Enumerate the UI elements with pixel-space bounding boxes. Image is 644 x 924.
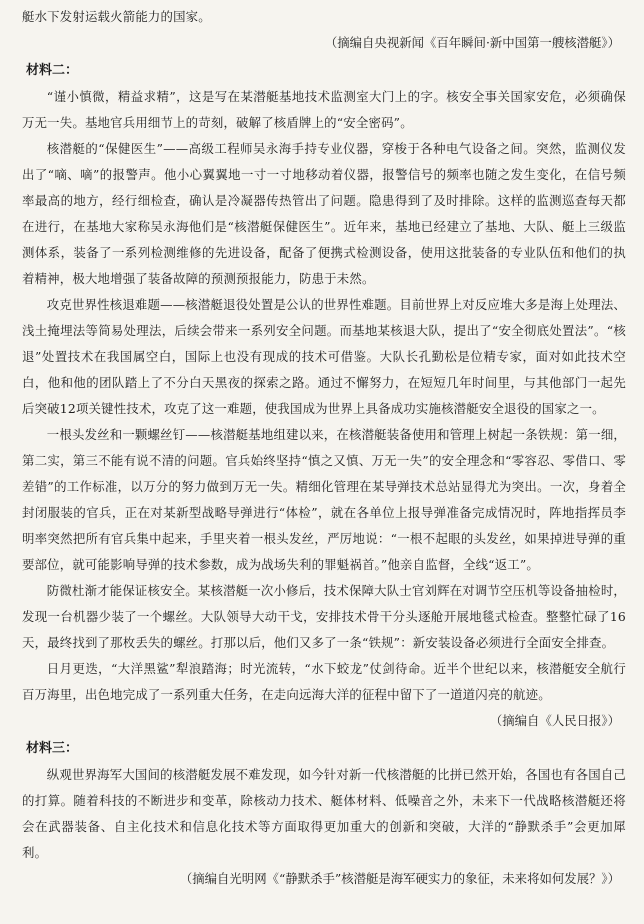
- material-2-heading: 材料二：: [26, 63, 79, 78]
- material-2-paragraph-6: 日月更迭，“大洋黑鲨”犁浪踏海；时光流转，“水下蛟龙”仗剑待命。近半个世纪以来，核潜艇安全航行百万海里，出色地完成了一系列重大任务，在走向远海大洋的征程中留下了一道道闪亮的航迹。: [22, 661, 626, 702]
- material-2-paragraph-1: “谨小慎微，精益求精”，这是写在某潜艇基地技术监测室大门上的字。核安全事关国家安危，必须确保万无一失。基地官兵用细节上的苛刻，破解了核盾牌上的“安全密码”。: [22, 89, 626, 130]
- intro-tail: 艇水下发射运载火箭能力的国家。: [22, 9, 211, 24]
- source-citation-1: （摘编自央视新闻《百年瞬间·新中国第一艘核潜艇》）: [324, 35, 620, 50]
- material-2-paragraph-4: 一根头发丝和一颗螺丝钉——核潜艇基地组建以来，在核潜艇装备使用和管理上树起一条铁规：第一细，第二实，第三不能有说不清的问题。官兵始终坚持“慎之又慎、万无一失”的安全理念和“零容忍、零借口、零差错”的工作标准，以万分的努力做到万无一失。精细化管理在某导弹技术总站显得尤为突出。一次，身着全封闭服装的官兵，正在对某新型战略导弹进行“体检”，就在各单位上报导弹准备完成情况时，阵地指挥员李明率突然把所有官兵集中起来，手里夹着一根头发丝，严厉地说：“一根不起眼的头发丝，如果掉进导弹的重要部位，就可能影响导弹的技术参数，成为战场失利的罪魁祸首。”他亲自监督，全线“返工”。: [22, 427, 626, 572]
- source-citation-2: （摘编自《人民日报》）: [489, 713, 620, 728]
- material-2-paragraph-3: 攻克世界性核退难题——核潜艇退役处置是公认的世界性难题。目前世界上对反应堆大多是海上处理法、浅土掩埋法等简易处理法，后续会带来一系列安全问题。而基地某核退大队，提出了“安全彻底处置法”。“核退”处置技术在我国属空白，国际上也没有现成的技术可借鉴。大队长孔勤松是位精专家，面对如此技术空白，他和他的团队踏上了不分白天黑夜的探索之路。通过不懈努力，在短短几年时间里，与其他部门一起先后突破12项关键性技术，攻克了这一难题，使我国成为世界上具备成功实施核潜艇安全退役的国家之一。: [22, 297, 626, 416]
- material-2-paragraph-5: 防微杜渐才能保证核安全。某核潜艇一次小修后，技术保障大队士官刘辉在对调节空压机等设备抽检时，发现一台机器少装了一个螺丝。大队领导大动干戈，安排技术骨干分头逐舱开展地毯式检查。整整忙碌了16天，最终找到了那枚丢失的螺丝。打那以后，他们又多了一条“铁规”：新安装设备必须进行全面安全排查。: [22, 583, 626, 650]
- material-2-paragraph-2: 核潜艇的“保健医生”——高级工程师吴永海手持专业仪器，穿梭于各种电气设备之间。突然，监测仪发出了“嘀、嘀”的报警声。他小心翼翼地一寸一寸地移动着仪器，报警信号的频率也随之发生变化，在信号频率最高的地方，经行细检查，确认是冷凝器传热管出了问题。隐患得到了及时排除。这样的监测巡查每天都在进行，在基地大家称吴永海他们是“核潜艇保健医生”。近年来，基地已经建立了基地、大队、艇上三级监测体系，装备了一系列检测维修的先进设备，配备了便携式检测设备，使用这批装备的专业队伍和他们的执着精神，极大地增强了装备故障的预测预报能力，防患于未然。: [22, 141, 626, 286]
- source-citation-3: （摘编自光明网《“静默杀手”核潜艇是海军硬实力的象征，未来将如何发展？》）: [179, 871, 620, 886]
- material-3-heading: 材料三：: [26, 741, 79, 756]
- material-3-paragraph-1: 纵观世界海军大国间的核潜艇发展不难发现，如今针对新一代核潜艇的比拼已然开始，各国也有各国自己的打算。随着科技的不断进步和变革，除核动力技术、艇体材料、低噪音之外，未来下一代战略核潜艇还将会在武器装备、自主化技术和信息化技术等方面取得更加重大的创新和突破，大洋的“静默杀手”会更加犀利。: [22, 767, 626, 860]
